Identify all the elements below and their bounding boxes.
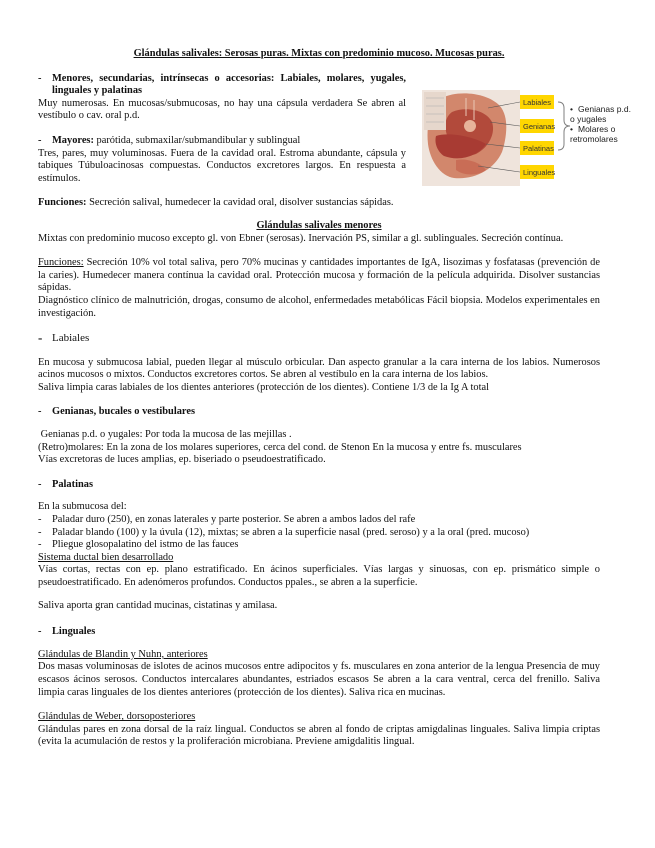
menores-funciones-text: Secreción 10% vol total saliva, pero 70% mucinas y cantidades importantes de IgA, lisozimas y fosfatasas (prevención de la caries). Humedecer manera contínua la cavidad oral. Protección mucosa y formación de la película adquirida. Disolver sustancias sápidas. bbox=[38, 257, 600, 294]
label-genianas bbox=[520, 119, 555, 133]
funciones-label: Funciones: bbox=[38, 197, 87, 209]
menores-intro: Mixtas con predominio mucoso excepto gl. von Ebner (serosas). Inervación PS, similar a gl. sublinguales. Secreción contínua. bbox=[38, 232, 564, 244]
list-item: - Paladar blando (100) y la úvula (12), mixtas; se abren a la superficie nasal (pred. seroso) y a la oral (pred. mucoso) bbox=[38, 526, 530, 538]
svg-text:Genianas p.d.: Genianas p.d. bbox=[578, 104, 631, 114]
list-item: - Pliegue glosopalatino del istmo de las fauces bbox=[38, 539, 239, 551]
menores-section-heading: Glándulas salivales menores bbox=[256, 219, 382, 231]
dash-bullet: - bbox=[38, 406, 42, 418]
palatinas-heading-text: Palatinas bbox=[52, 478, 93, 490]
dash-bullet: - bbox=[38, 134, 42, 146]
linguales-heading bbox=[38, 626, 600, 639]
mayores-label: Mayores: bbox=[52, 134, 94, 146]
list-item: - Paladar duro (250), en zonas laterales y parte posterior. Se abren a ambos lados del rafe bbox=[38, 514, 416, 526]
menores-text: Muy numerosas. En mucosas/submucosas, no hay una cápsula verdadera Se abren al vestíbulo o cav. oral p.d. bbox=[38, 97, 406, 122]
linguales-heading-text: Linguales bbox=[52, 626, 96, 638]
palatinas-heading bbox=[38, 479, 600, 492]
svg-text:Labiales: Labiales bbox=[523, 98, 551, 107]
svg-text:o yugales: o yugales bbox=[570, 114, 607, 124]
svg-text:•: • bbox=[570, 104, 573, 114]
brace-bracket bbox=[558, 102, 570, 150]
figure-bullets bbox=[570, 104, 631, 144]
funciones-text: Secreción salival, humedecer la cavidad oral, disolver sustancias sápidas. bbox=[86, 197, 394, 209]
funciones-line bbox=[38, 197, 600, 210]
svg-text:Palatinas: Palatinas bbox=[523, 144, 554, 153]
menores-diagnostico: Diagnóstico clínico de malnutrición, drogas, consumo de alcohol, enfermedades metabólicas Fácil biopsia. Modelos experimentales en investigación. bbox=[38, 294, 600, 319]
sistema-ductal-label: Sistema ductal bien desarrollado bbox=[38, 551, 174, 563]
labiales-heading bbox=[38, 332, 600, 345]
mayores-label-rest: parótida, submaxilar/submandibular y sublingual bbox=[93, 134, 301, 146]
genianas-heading-text: Genianas, bucales o vestibulares bbox=[52, 406, 195, 418]
palatinas-intro: En la submucosa del: bbox=[38, 501, 127, 513]
sistema-ductal-text: Vías cortas, rectas con ep. plano estratificado. En ácinos superficiales. Vías largas y sinuosas, con ep. prismático simple o pseudoestratificado. En adenómeros profundos. Conductos ppales., se abren a la superficie. bbox=[38, 564, 600, 588]
dash-bullet: - bbox=[38, 478, 42, 490]
anatomy-figure bbox=[382, 40, 631, 180]
weber-text: Glándulas pares en zona dorsal de la raíz lingual. Conductos se abren al fondo de criptas amigdalinas linguales. Saliva limpia criptas (evita la acumulación de restos y la proliferación microbiana. Previene amigdalitis lingual. bbox=[38, 723, 600, 748]
label-linguales bbox=[520, 165, 555, 179]
svg-text:Genianas: Genianas bbox=[523, 122, 556, 131]
menores-funciones bbox=[38, 257, 600, 295]
dash-bullet: - bbox=[38, 626, 42, 638]
menores-heading bbox=[38, 73, 406, 98]
labiales-p2: Saliva limpia caras labiales de los dientes anteriores (protección de los dientes). Contiene 1/3 de la Ig A total bbox=[38, 381, 489, 393]
palatinas-item-2: Paladar blando (100) y la úvula (12), mixtas; se abren a la superficie nasal (pred. seroso) y a la oral (pred. mucoso) bbox=[52, 526, 530, 538]
genianas-heading bbox=[38, 406, 600, 419]
label-labiales bbox=[520, 95, 554, 109]
genianas-p2: (Retro)molares: En la zona de los molares superiores, cerca del cond. de Stenon En la mucosa y entre fs. musculares bbox=[38, 441, 522, 453]
menores-heading-text: Menores, secundarias, intrínsecas o accesorias: Labiales, molares, yugales, linguales y palatinas bbox=[52, 72, 406, 97]
labiales-heading-text: Labiales bbox=[52, 332, 90, 345]
svg-text:•: • bbox=[570, 124, 573, 134]
dash-bullet: - bbox=[38, 72, 42, 84]
label-palatinas bbox=[520, 141, 554, 155]
dash-bullet: - bbox=[38, 330, 43, 346]
svg-text:Molares o: Molares o bbox=[578, 124, 616, 134]
palatinas-item-3: Pliegue glosopalatino del istmo de las fauces bbox=[52, 539, 239, 551]
salivary-glands-illustration bbox=[382, 40, 631, 180]
head-section-image bbox=[422, 90, 520, 186]
blandin-text: Dos masas voluminosas de islotes de acinos mucosos entre adipocitos y fs. musculares en zona anterior de la lengua Presencia de muy escasos ácinos serosos. Conductos intercalares abundantes, estriados escasos Se abren a la cara ventral, cerca del frenillo. Saliva limpia caras linguales de los dientes anteriores (protección de los dientes). Saliva rica en mucinas. bbox=[38, 661, 600, 698]
blandin-label: Glándulas de Blandin y Nuhn, anteriores bbox=[38, 648, 208, 660]
intro-block bbox=[38, 73, 406, 198]
genianas-p3: Vías excretoras de luces amplias, ep. biseriado o pseudoestratificado. bbox=[38, 454, 326, 466]
labiales-p1: En mucosa y submucosa labial, pueden llegar al músculo orbicular. Dan aspecto granular a la cara interna de los labios. Numerosos acinos mucosos o mixtos. Conductos excretores cortos. Se abren al vestíbulo en la cara interna de los labios. bbox=[38, 356, 600, 381]
palatinas-saliva: Saliva aporta gran cantidad mucinas, cistatinas y amilasa. bbox=[38, 599, 278, 611]
weber-label: Glándulas de Weber, dorsoposteriores bbox=[38, 711, 196, 723]
mayores-heading bbox=[38, 135, 406, 148]
genianas-p1: Genianas p.d. o yugales: Por toda la mucosa de las mejillas . bbox=[38, 429, 292, 441]
svg-text:retromolares: retromolares bbox=[570, 134, 618, 144]
palatinas-item-1: Paladar duro (250), en zonas laterales y parte posterior. Se abren a ambos lados del rafe bbox=[52, 514, 416, 526]
menores-funciones-label: Funciones: bbox=[38, 257, 84, 269]
page-title: Glándulas salivales: Serosas puras. Mixtas con predominio mucoso. Mucosas puras. bbox=[133, 48, 505, 59]
mayores-text: Tres, pares, muy voluminosas. Fuera de la cavidad oral. Estroma abundante, cápsula y tabiques Túbuloacinosas compuestas. Conductos excretores largos. En respuesta a estímulos. bbox=[38, 147, 406, 184]
svg-text:Linguales: Linguales bbox=[523, 168, 556, 177]
